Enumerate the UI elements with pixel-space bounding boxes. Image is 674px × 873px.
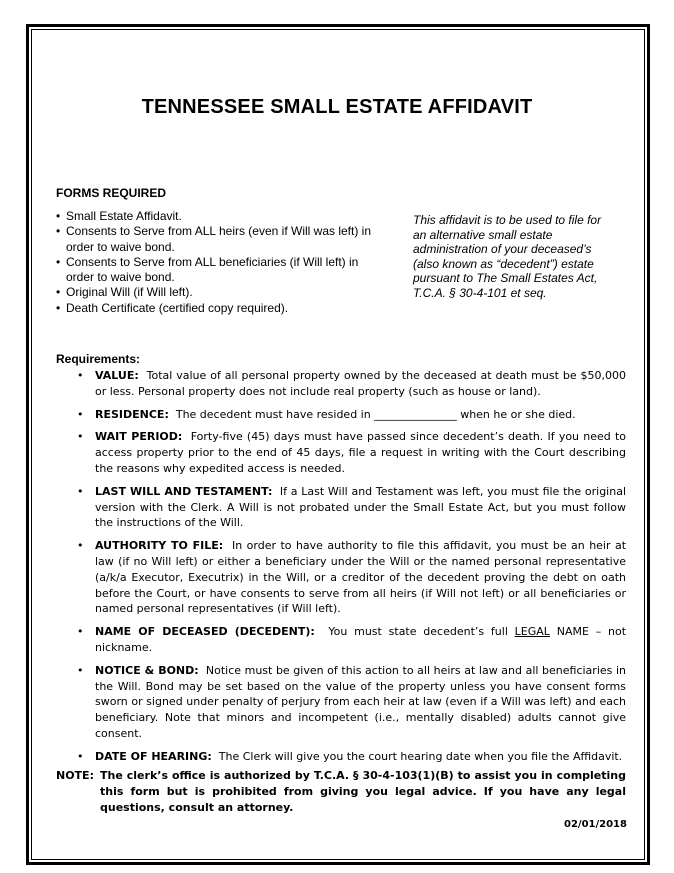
requirement-label: WAIT PERIOD:: [95, 430, 183, 444]
requirement-label: AUTHORITY TO FILE:: [95, 539, 224, 553]
requirement-label: LAST WILL AND TESTAMENT:: [95, 484, 273, 498]
requirement-text: You must state decedent’s full: [328, 625, 508, 639]
requirement-label: RESIDENCE:: [95, 407, 169, 421]
requirement-name-of-deceased: • NAME OF DECEASED (DECEDENT): You must state decedent’s full LEGAL NAME – not nickname.: [77, 625, 627, 654]
forms-required-heading: FORMS REQUIRED: [56, 186, 167, 200]
requirement-last-will: • LAST WILL AND TESTAMENT: If a Last Will and Testament was left, you must file the original version with the Clerk. A Will is not probated under the Small Estate Act, but you must follow the instructions of the Will.: [77, 484, 626, 530]
requirement-text: If a Last Will and Testament was left, you must file the original version with the Clerk. A Will is not probated under the Small Estate Act, but you must follow the instructions of the Will.: [95, 484, 626, 530]
requirement-label: NOTICE & BOND:: [95, 663, 199, 677]
requirement-wait-period: • WAIT PERIOD: Forty-five (45) days must have passed since decedent’s death. If you need to access property prior to the end of 45 days, file a request in writing with the Court describing the reasons why expedited access is needed.: [77, 430, 626, 475]
list-item: • Original Will (if Will left).: [56, 285, 376, 300]
requirements-heading: Requirements:: [56, 352, 141, 366]
requirement-text: The Clerk will give you the court hearing date when you file the Affidavit.: [218, 749, 623, 763]
revision-date: 02/01/2018: [564, 819, 627, 830]
requirement-residence: • RESIDENCE: The decedent must have resided in _______________ when he or she died.: [77, 407, 576, 421]
list-item: • Consents to Serve from ALL beneficiaries (if Will left) in order to waive bond.: [56, 255, 376, 286]
legal-emphasis: LEGAL: [514, 625, 550, 639]
forms-required-list: [56, 209, 376, 316]
requirements-list: [56, 368, 626, 772]
affidavit-purpose-note: This affidavit is to be used to file for an alternative small estate administration of your deceased’s (also known as “decedent”) estate pursuant to The Small Estates Act, T.C.A. § 30-4-101 et seq.: [413, 213, 602, 300]
list-item: • Consents to Serve from ALL heirs (even if Will was left) in order to waive bond.: [56, 224, 376, 255]
requirement-text: In order to have authority to file this affidavit, you must be an heir at law (if no Will left) or either a beneficiary under the Will or the named personal representative (a/k/a Executor, Executrix) in the Will, or a creditor of the decedent proving the debt on oath before the Court, or have consents to serve from all heirs (if Will not left) or all beneficiaries or named personal representatives (if Will left).: [95, 539, 627, 616]
requirement-notice-bond: • NOTICE & BOND: Notice must be given of this action to all heirs at law and all beneficiaries in the Will. Bond may be set based on the value of the property unless you have consent forms sworn or signed under penalty of perjury from each heir at law (even if a Will was left) and each beneficiary. Note that minors and incompetent (i.e., mentally disabled) adults cannot give consent.: [77, 663, 626, 740]
requirement-text: The decedent must have resided in _______________ when he or she died.: [175, 407, 576, 421]
list-item: • Death Certificate (certified copy required).: [56, 301, 376, 316]
requirement-text: Total value of all personal property owned by the deceased at death must be $50,000 or less. Personal property does not include real property (such as house or land).: [95, 369, 627, 398]
note-label: NOTE:: [56, 769, 94, 782]
requirement-text: NAME – not nickname.: [95, 625, 627, 654]
note-text: The clerk’s office is authorized by T.C.A. § 30-4-103(1)(B) to assist you in completing this form but is prohibited from giving you legal advice. If you have any legal questions, consult an attorney.: [100, 769, 626, 814]
requirement-date-of-hearing: • DATE OF HEARING: The Clerk will give you the court hearing date when you file the Affidavit.: [77, 749, 623, 763]
requirement-label: NAME OF DECEASED (DECEDENT):: [95, 625, 315, 639]
requirement-label: VALUE:: [95, 369, 139, 382]
requirement-text: Notice must be given of this action to all heirs at law and all beneficiaries in the Will. Bond may be set based on the value of the property unless you have consent forms sworn or signed under penalty of perjury from each heir at law (even if a Will was left) and each beneficiary. Note that minors and incompetent (i.e., mentally disabled) adults cannot give consent.: [95, 663, 626, 740]
legal-advice-note: [56, 768, 626, 816]
requirement-value: • VALUE: Total value of all personal property owned by the deceased at death must be $50,000 or less. Personal property does not include real property (such as house or land).: [77, 369, 627, 398]
requirement-label: DATE OF HEARING:: [95, 749, 212, 763]
requirement-authority: • AUTHORITY TO FILE: In order to have authority to file this affidavit, you must be an heir at law (if no Will left) or either a beneficiary under the Will or the named personal representative (a/k/a Executor, Executrix) in the Will, or a creditor of the decedent proving the debt on oath before the Court, or have consents to serve from all heirs (if Will not left) or all beneficiaries or named personal representatives (if Will left).: [77, 539, 627, 616]
document-title: TENNESSEE SMALL ESTATE AFFIDAVIT: [141, 96, 533, 118]
requirement-text: Forty-five (45) days must have passed since decedent’s death. If you need to access property prior to the end of 45 days, file a request in writing with the Court describing the reasons why expedited access is needed.: [95, 430, 626, 475]
list-item: • Small Estate Affidavit.: [56, 209, 376, 224]
